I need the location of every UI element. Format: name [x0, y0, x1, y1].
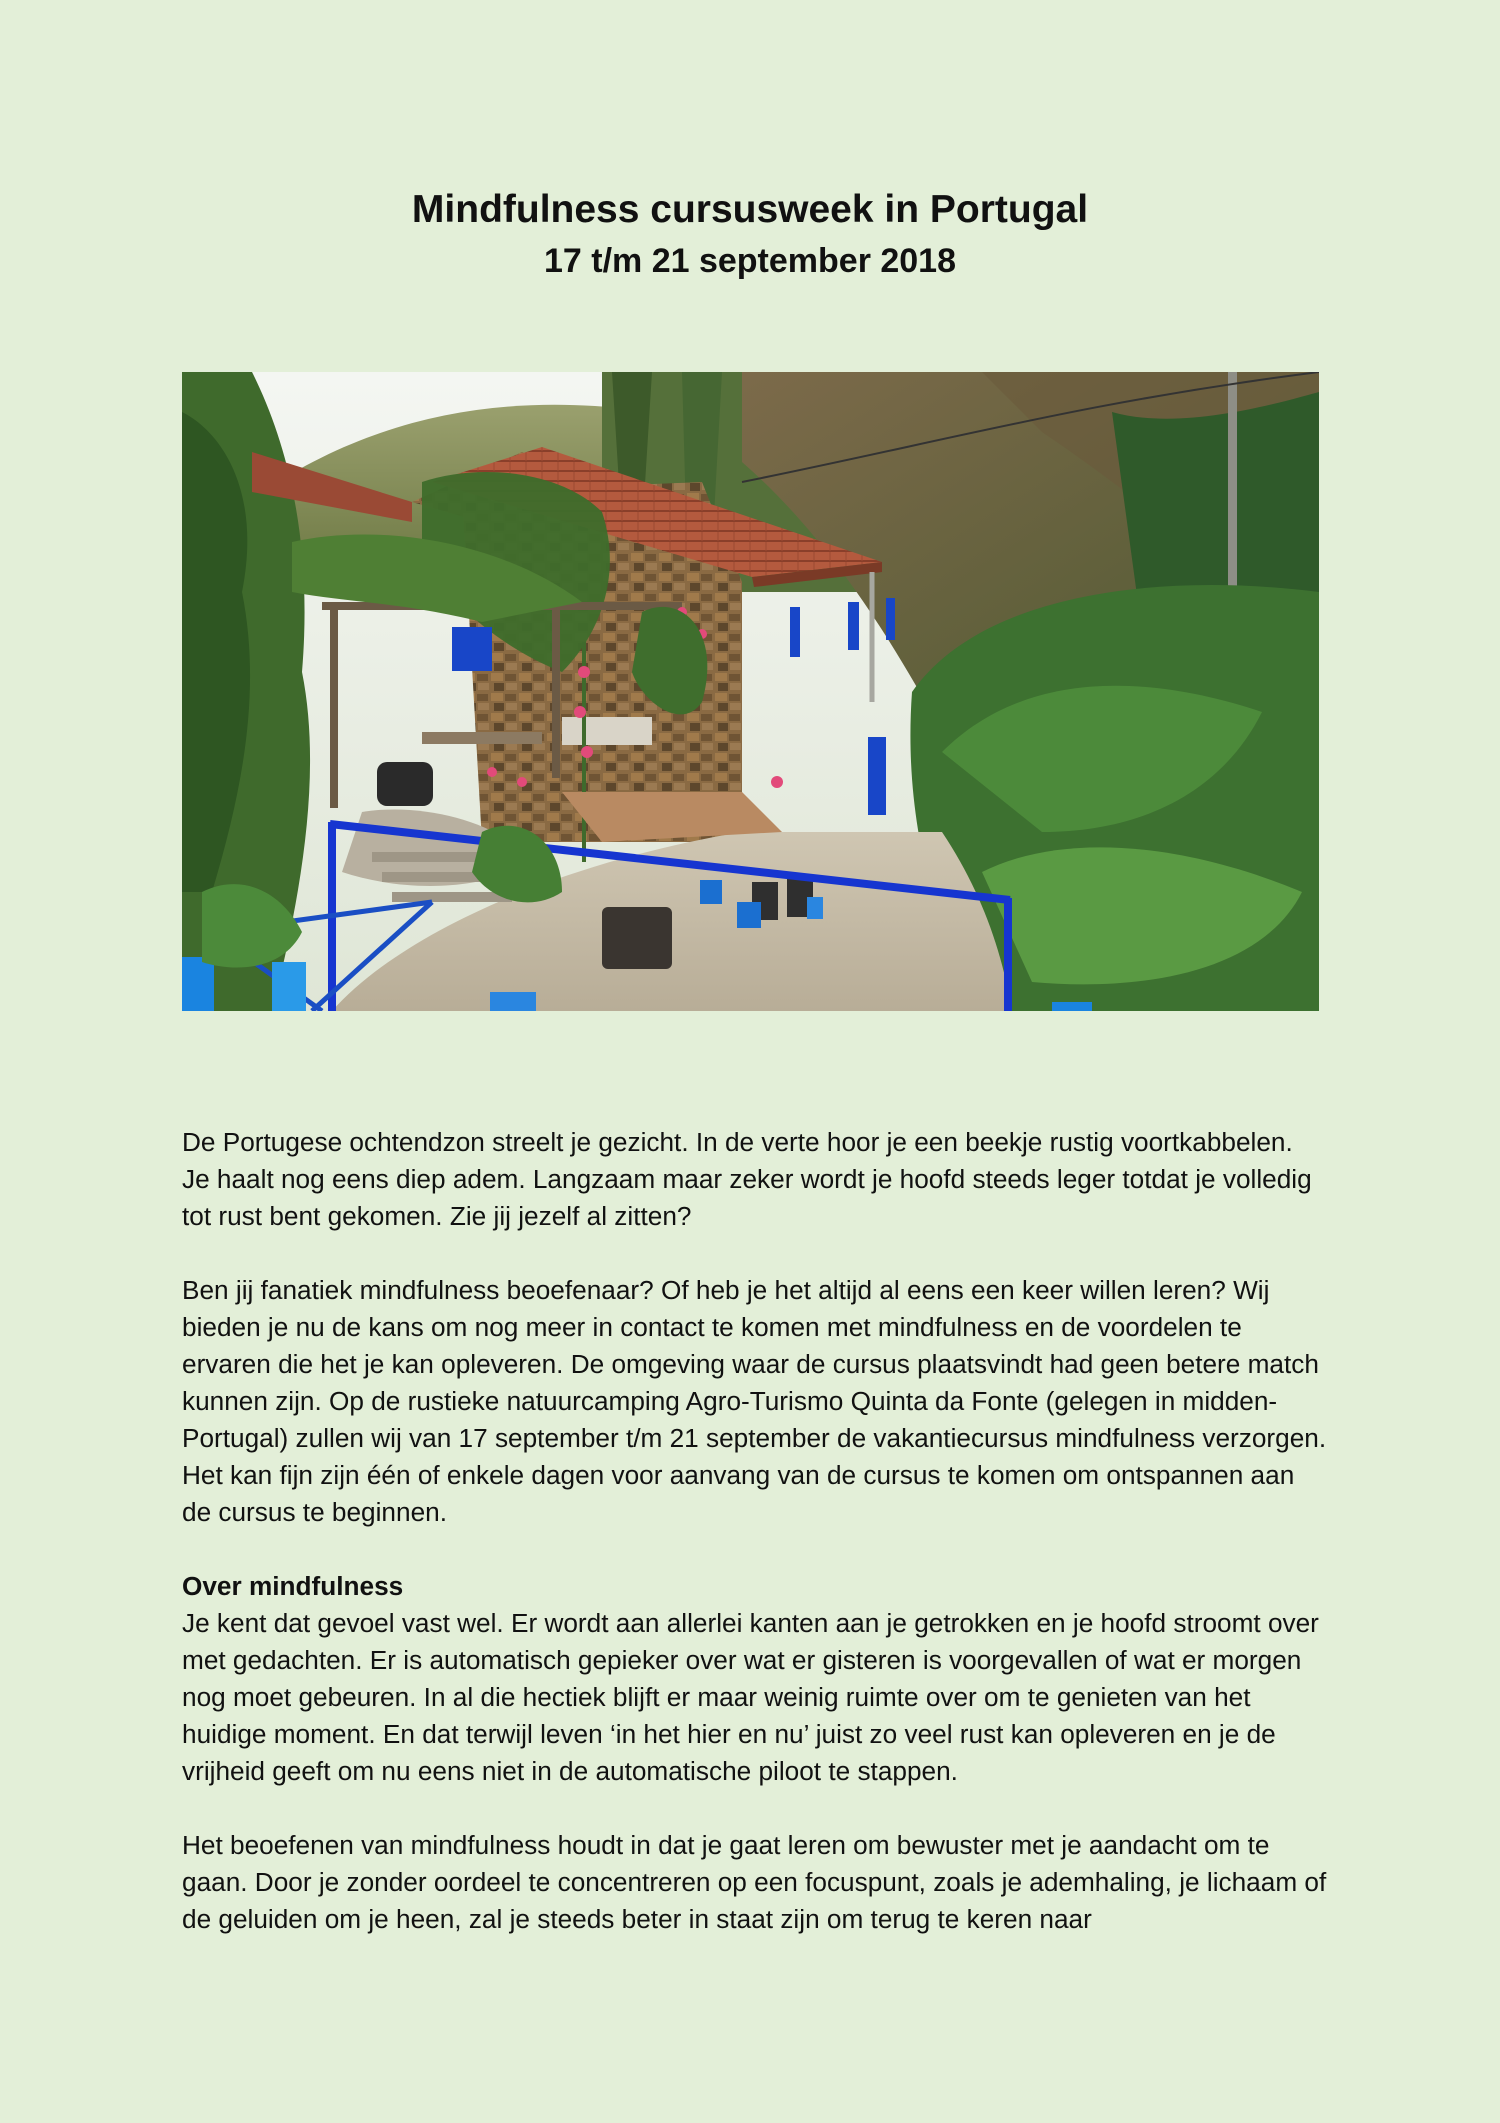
practice-paragraph: Het beoefenen van mindfulness houdt in dat je gaat leren om bewuster met je aandacht om te gaan. Door je zonder oordeel te concentreren op een focuspunt, zoals je ademhaling, je lichaam of de geluiden om je heen, zal je steeds beter in staat zijn om terug te keren naar — [182, 1830, 1327, 1934]
mindfulness-paragraph: Je kent dat gevoel vast wel. Er wordt aan allerlei kanten aan je getrokken en je hoofd stroomt over met gedachten. Er is automatisch gepieker over wat er gisteren is voorgevallen of wat er morgen nog moet gebeuren. In al die hectiek blijft er maar weinig ruimte over om te genieten van het huidige moment. En dat terwijl leven ‘in het hier en nu’ juist zo veel rust kan opleveren en je de vrijheid geeft om nu eens niet in de automatische piloot te stappen. — [182, 1608, 1319, 1786]
section-heading: Over mindfulness — [182, 1571, 404, 1601]
intro-paragraph: De Portugese ochtendzon streelt je gezicht. In de verte hoor je een beekje rustig voortkabbelen. Je haalt nog eens diep adem. Langzaam maar zeker wordt je hoofd steeds leger totdat je volledig tot rust bent gekomen. Zie jij jezelf al zitten? — [182, 1127, 1312, 1231]
article-body — [182, 1124, 1327, 1938]
stone-cottage-photo — [182, 372, 1319, 1011]
course-paragraph: Ben jij fanatiek mindfulness beoefenaar? Of heb je het altijd al eens een keer willen leren? Wij bieden je nu de kans om nog meer in contact te komen met mindfulness en de voordelen te ervaren die het je kan opleveren. De omgeving waar de cursus plaatsvindt had geen betere match kunnen zijn. Op de rustieke natuurcamping Agro-Turismo Quinta da Fonte (gelegen in midden-Portugal) zullen wij van 17 september t/m 21 september de vakantiecursus mindfulness verzorgen. Het kan fijn zijn één of enkele dagen voor aanvang van de cursus te komen om ontspannen aan de cursus te beginnen. — [182, 1275, 1327, 1527]
document-title: Mindfulness cursusweek in Portugal — [411, 188, 1089, 231]
document-subtitle: 17 t/m 21 september 2018 — [543, 242, 957, 280]
photo-illustration — [182, 372, 1319, 1011]
